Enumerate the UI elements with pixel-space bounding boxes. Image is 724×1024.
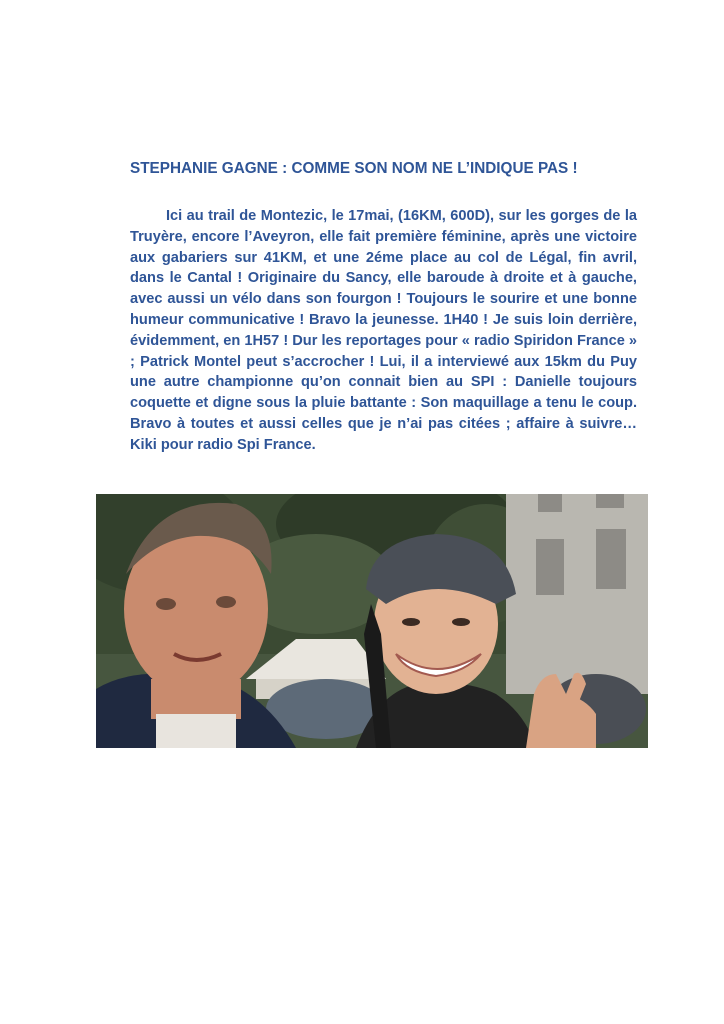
article-title: STEPHANIE GAGNE : COMME SON NOM NE L’INDIQUE PAS ! [130,160,578,177]
selfie-photo-illustration [96,494,648,748]
selfie-photo [96,494,648,748]
article-body-text: Ici au trail de Montezic, le 17mai, (16KM, 600D), sur les gorges de la Truyère, encore l’Aveyron, elle fait première féminine, après une victoire aux gabariers sur 41KM, et une 2éme place au col de Légal, fin avril, dans le Cantal ! Originaire du Sancy, elle baroude à droite et à gauche, avec aussi un vélo dans son fourgon ! Toujours le sourire et une bonne humeur communicative ! Bravo la jeunesse. 1H40 ! Je suis loin derrière, évidemment, en 1H57 ! Dur les reportages pour « radio Spiridon France » ; Patrick Montel peut s’accrocher ! Lui, il a interviewé aux 15km du Puy une autre championne qu’on connait bien au SPI : Danielle toujours coquette et digne sous la pluie battante : Son maquillage a tenu le coup. Bravo à toutes et aussi celles que je n’ai pas citées ; affaire à suivre…Kiki pour radio Spi France. [130,208,637,453]
article-body [130,206,637,456]
